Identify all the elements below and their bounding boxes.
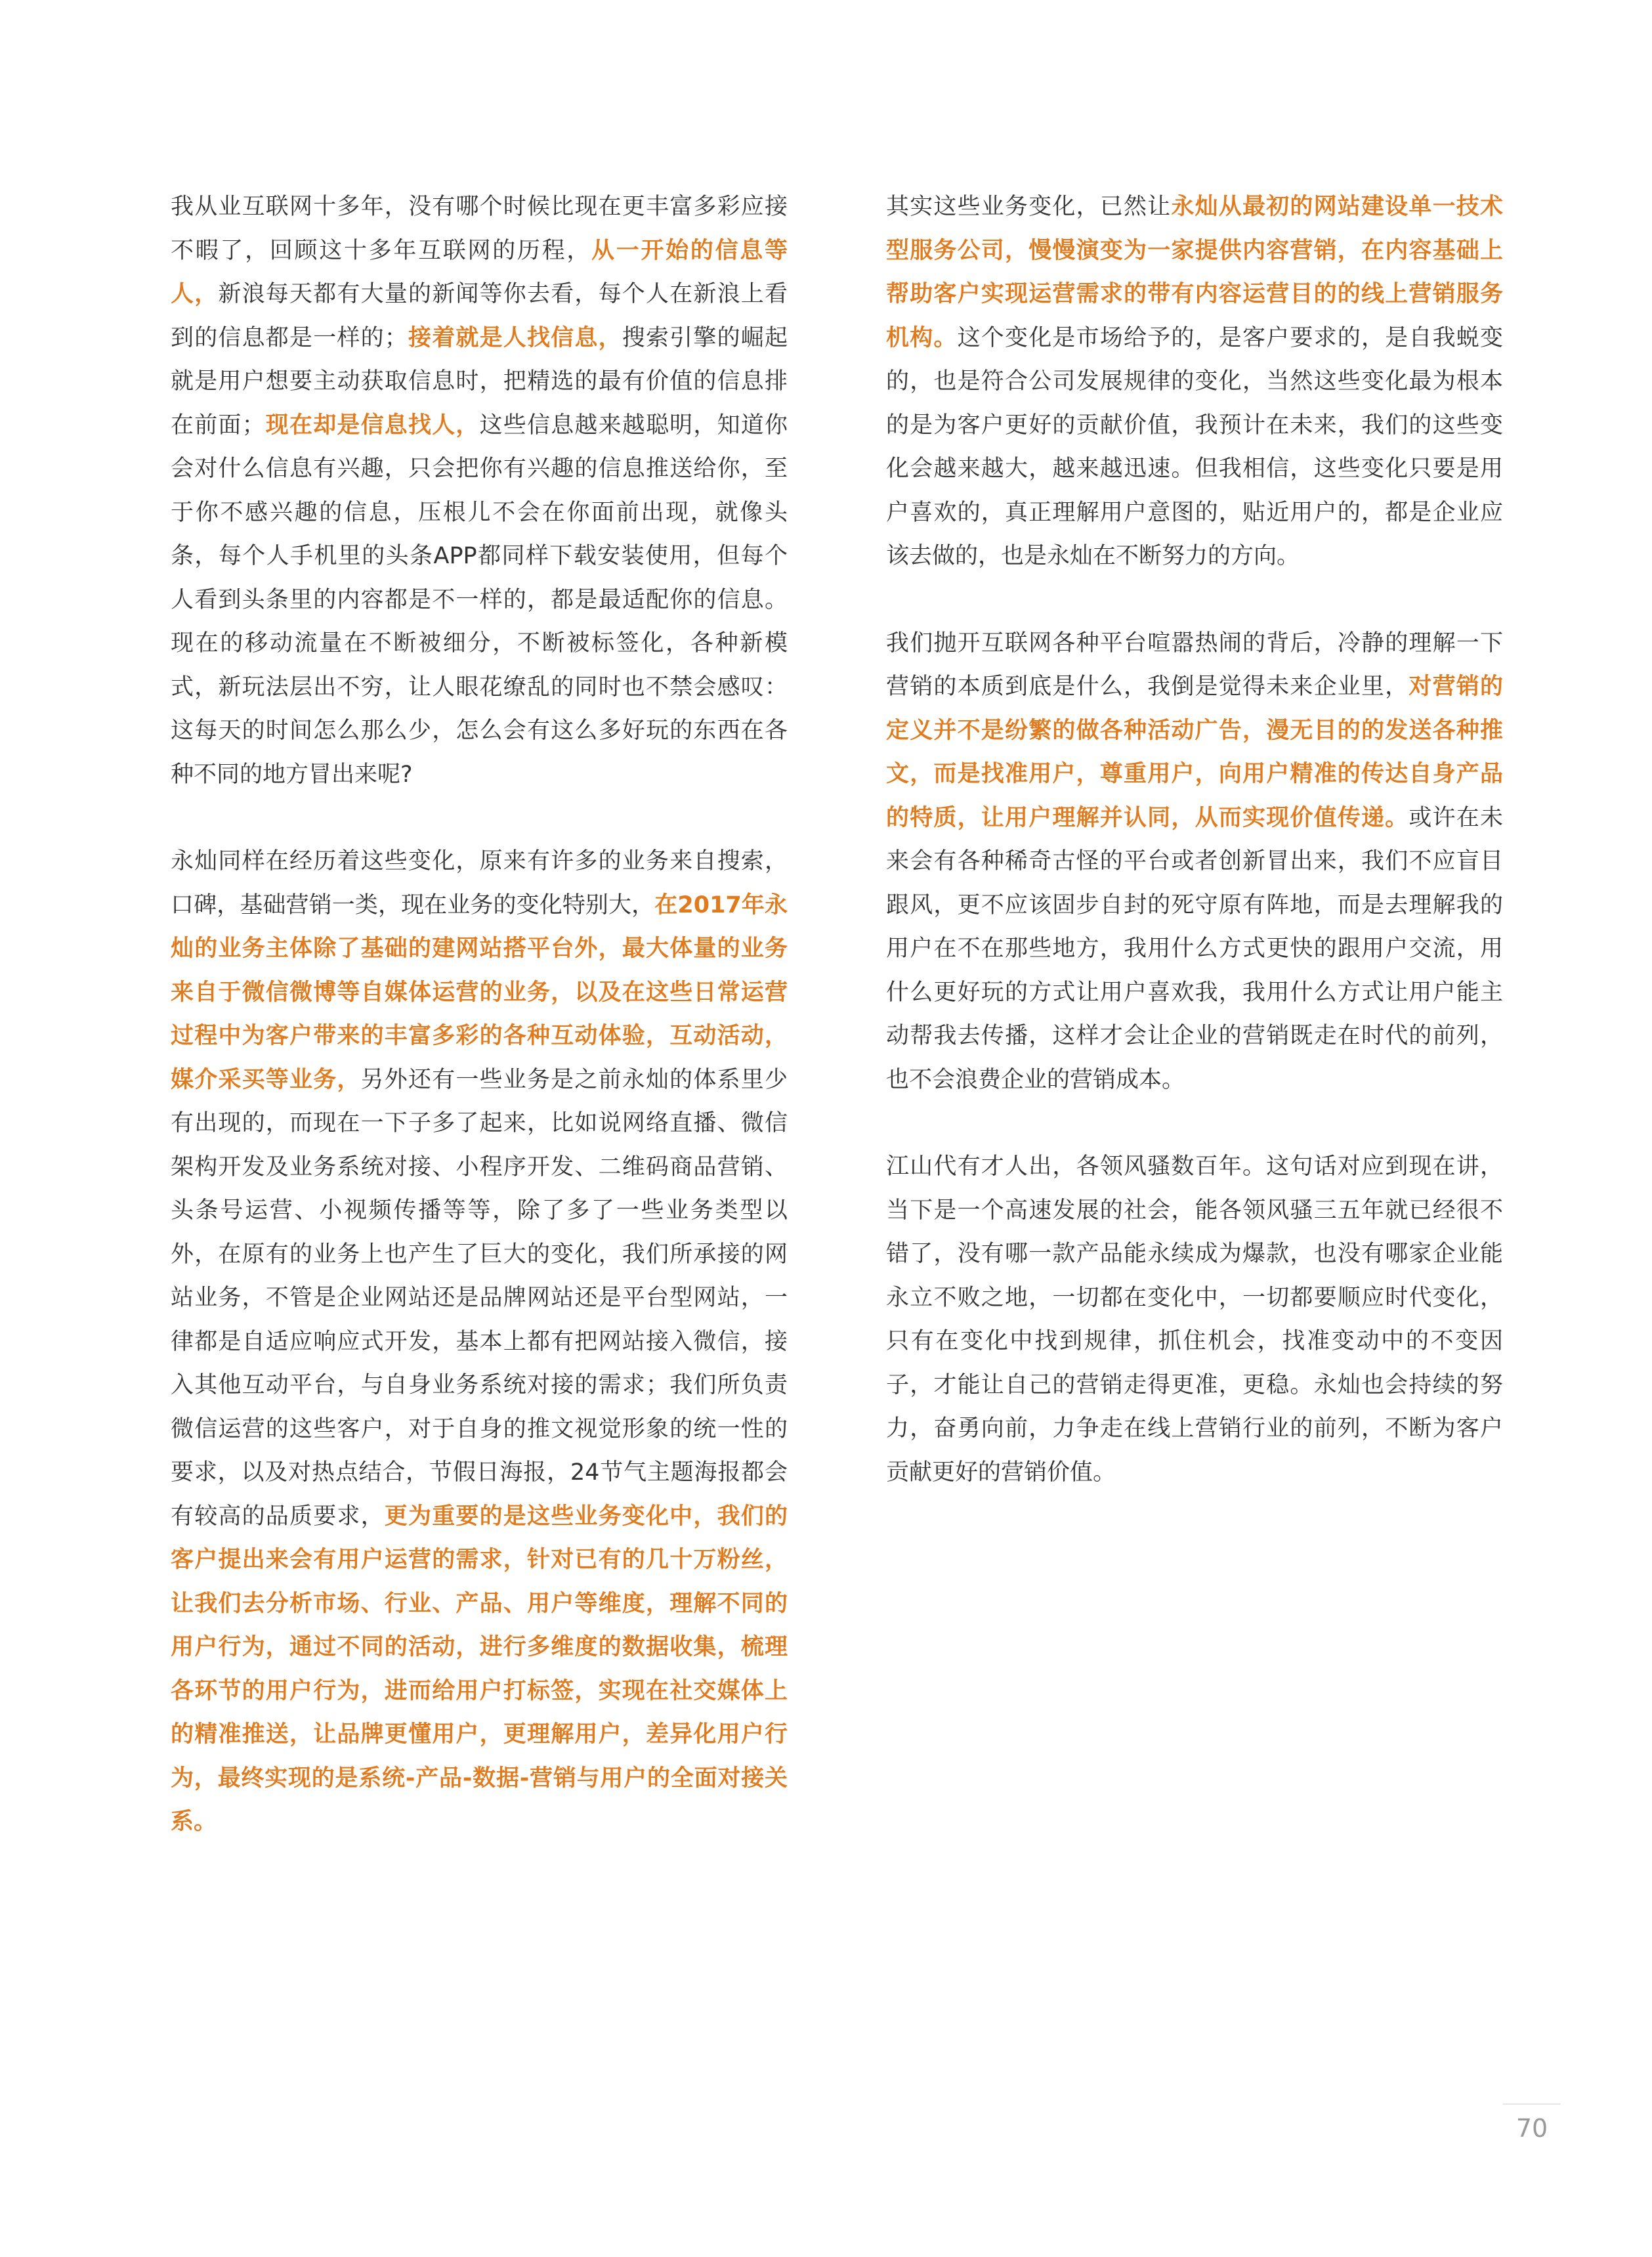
text-segment: 我从业互联网十多年，没有哪个时候比现在更丰富多彩应接不暇了，回顾这十多年互联网的历程， — [171, 194, 788, 264]
highlighted-text: 在2017年永灿的业务主体除了基础的建网站搭平台外，最大体量的业务来自于微信微博等自媒体运营的业务，以及在这些日常运营过程中为客户带来的丰富多彩的各种互动体验，互动活动，媒介采买等业务， — [171, 892, 788, 1093]
text-segment: 另外还有一些业务是之前永灿的体系里少有出现的，而现在一下子多了起来，比如说网络直播、微信架构开发及业务系统对接、小程序开发、二维码商品营销、头条号运营、小视频传播等等，除了多了一些业务类型以外，在原有的业务上也产生了巨大的变化，我们所承接的网站业务，不管是企业网站还是品牌网站还是平台型网站，一律都是自适应响应式开发，基本上都有把网站接入微信，接入其他互动平台，与自身业务系统对接的需求；我们所负责微信运营的这些客户，对于自身的推文视觉形象的统一性的要求，以及对热点结合，节假日海报，24节气主题海报都会有较高的品质要求， — [171, 1066, 788, 1530]
left-column — [171, 185, 788, 1844]
text-segment: 新浪每天都有大量的新闻等你去看，每个人在新浪上看到的信息都是一样的； — [171, 281, 788, 351]
highlighted-text: 更为重要的是这些业务变化中，我们的客户提出来会有用户运营的需求，针对已有的几十万粉丝，让我们去分析市场、行业、产品、用户等维度，理解不同的用户行为，通过不同的活动，进行多维度的数据收集，梳理各环节的用户行为，进而给用户打标签，实现在社交媒体上的精准推送，让品牌更懂用户，更理解用户，差异化用户行为，最终实现的是系统-产品-数据-营销与用户的全面对接关系。 — [171, 1503, 788, 1835]
paragraph — [886, 622, 1503, 1102]
paragraph — [886, 185, 1503, 578]
highlighted-text: 现在却是信息找人， — [265, 412, 480, 439]
paragraph — [171, 185, 788, 796]
page-number-divider — [1503, 2103, 1561, 2105]
text-segment: 其实这些业务变化，已然让 — [886, 194, 1172, 220]
highlighted-text: 接着就是人找信息， — [407, 324, 622, 351]
right-column — [886, 185, 1503, 1494]
page-number: 70 — [1515, 2114, 1548, 2143]
text-segment: 搜索引擎的崛起就是用户想要主动获取信息时，把精选的最有价值的信息排在前面； — [171, 324, 788, 439]
text-segment: 或许在未来会有各种稀奇古怪的平台或者创新冒出来，我们不应盲目跟风，更不应该固步自封的死守原有阵地，而是去理解我的用户在不在那些地方，我用什么方式更快的跟用户交流，用什么更好玩的方式让用户喜欢我，我用什么方式让用户能主动帮我去传播，这样才会让企业的营销既走在时代的前列，也不会浪费企业的营销成本。 — [886, 804, 1503, 1093]
highlighted-text: 从一开始的信息等人， — [171, 237, 788, 307]
highlighted-text: 对营销的定义并不是纷繁的做各种活动广告，漫无目的的发送各种推文，而是找准用户，尊重用户，向用户精准的传达自身产品的特质，让用户理解并认同，从而实现价值传递。 — [886, 674, 1503, 831]
paragraph — [171, 840, 788, 1844]
text-segment: 这个变化是市场给予的，是客户要求的，是自我蜕变的，也是符合公司发展规律的变化，当然这些变化最为根本的是为客户更好的贡献价值，我预计在未来，我们的这些变化会越来越大，越来越迅速。但我相信，这些变化只要是用户喜欢的，真正理解用户意图的，贴近用户的，都是企业应该去做的，也是永灿在不断努力的方向。 — [886, 324, 1503, 569]
text-segment: 这些信息越来越聪明，知道你会对什么信息有兴趣，只会把你有兴趣的信息推送给你，至于你不感兴趣的信息，压根儿不会在你面前出现，就像头条，每个人手机里的头条APP都同样下载安装使用，但每个人看到头条里的内容都是不一样的，都是最适配你的信息。现在的移动流量在不断被细分，不断被标签化，各种新模式，新玩法层出不穷，让人眼花缭乱的同时也不禁会感叹：这每天的时间怎么那么少，怎么会有这么多好玩的东西在各种不同的地方冒出来呢? — [171, 412, 788, 788]
text-segment: 我们抛开互联网各种平台喧嚣热闹的背后，冷静的理解一下营销的本质到底是什么，我倒是觉得未来企业里， — [886, 630, 1503, 700]
paragraph — [886, 1145, 1503, 1494]
text-segment: 江山代有才人出，各领风骚数百年。这句话对应到现在讲，当下是一个高速发展的社会，能各领风骚三五年就已经很不错了，没有哪一款产品能永续成为爆款，也没有哪家企业能永立不败之地，一切都在变化中，一切都要顺应时代变化，只有在变化中找到规律，抓住机会，找准变动中的不变因子，才能让自己的营销走得更准，更稳。永灿也会持续的努力，奋勇向前，力争走在线上营销行业的前列，不断为客户贡献更好的营销价值。 — [886, 1153, 1503, 1486]
text-segment: 永灿同样在经历着这些变化，原来有许多的业务来自搜索，口碑，基础营销一类，现在业务的变化特别大， — [171, 848, 788, 918]
highlighted-text: 永灿从最初的网站建设单一技术型服务公司，慢慢演变为一家提供内容营销，在内容基础上帮助客户实现运营需求的带有内容运营目的的线上营销服务机构。 — [886, 194, 1503, 351]
